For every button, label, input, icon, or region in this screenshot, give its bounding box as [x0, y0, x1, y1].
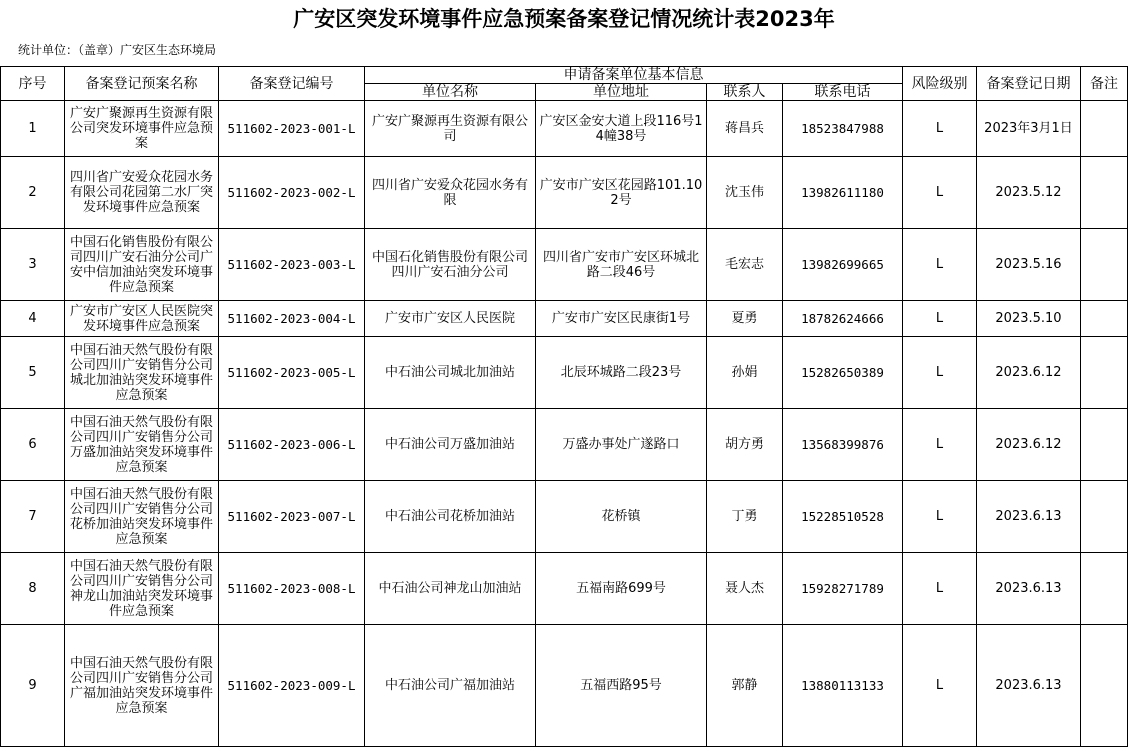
cell-note: [1081, 481, 1128, 553]
header-seq: 序号: [1, 67, 65, 101]
cell-record-no: 511602-2023-007-L: [219, 481, 365, 553]
cell-note: [1081, 301, 1128, 337]
cell-risk: L: [903, 409, 977, 481]
cell-contact: 蒋昌兵: [707, 101, 783, 157]
cell-address: 花桥镇: [536, 481, 707, 553]
cell-address: 万盛办事处广遂路口: [536, 409, 707, 481]
cell-contact: 胡方勇: [707, 409, 783, 481]
cell-seq: 4: [1, 301, 65, 337]
registration-table: [0, 66, 1128, 747]
cell-risk: L: [903, 229, 977, 301]
cell-risk: L: [903, 301, 977, 337]
cell-address: 广安区金安大道上段116号14幢38号: [536, 101, 707, 157]
cell-record-no: 511602-2023-001-L: [219, 101, 365, 157]
cell-org-name: 中石油公司花桥加油站: [365, 481, 536, 553]
header-org-name: 单位名称: [365, 84, 536, 101]
cell-seq: 6: [1, 409, 65, 481]
table-row: [1, 301, 1128, 337]
cell-seq: 9: [1, 625, 65, 747]
cell-contact: 丁勇: [707, 481, 783, 553]
table-row: [1, 553, 1128, 625]
header-contact: 联系人: [707, 84, 783, 101]
cell-address: 北辰环城路二段23号: [536, 337, 707, 409]
cell-date: 2023.6.13: [977, 553, 1081, 625]
cell-date: 2023.6.13: [977, 625, 1081, 747]
cell-date: 2023.6.12: [977, 337, 1081, 409]
cell-seq: 5: [1, 337, 65, 409]
cell-phone: 18782624666: [783, 301, 903, 337]
cell-org-name: 广安市广安区人民医院: [365, 301, 536, 337]
table-row: [1, 101, 1128, 157]
cell-record-no: 511602-2023-003-L: [219, 229, 365, 301]
cell-phone: 15928271789: [783, 553, 903, 625]
cell-date: 2023.5.16: [977, 229, 1081, 301]
cell-record-no: 511602-2023-004-L: [219, 301, 365, 337]
cell-org-name: 中石油公司广福加油站: [365, 625, 536, 747]
header-plan-name: 备案登记预案名称: [65, 67, 219, 101]
table-row: [1, 481, 1128, 553]
table-row: [1, 337, 1128, 409]
cell-date: 2023.6.12: [977, 409, 1081, 481]
cell-note: [1081, 157, 1128, 229]
cell-org-name: 中石油公司城北加油站: [365, 337, 536, 409]
cell-note: [1081, 409, 1128, 481]
header-address: 单位地址: [536, 84, 707, 101]
cell-address: 五福南路699号: [536, 553, 707, 625]
cell-plan-name: 中国石油天然气股份有限公司四川广安销售分公司城北加油站突发环境事件应急预案: [65, 337, 219, 409]
reporting-unit-label: 统计单位：（盖章）广安区生态环境局: [18, 43, 217, 57]
header-date: 备案登记日期: [977, 67, 1081, 101]
cell-record-no: 511602-2023-009-L: [219, 625, 365, 747]
cell-plan-name: 四川省广安爱众花园水务有限公司花园第二水厂突发环境事件应急预案: [65, 157, 219, 229]
cell-note: [1081, 229, 1128, 301]
cell-risk: L: [903, 553, 977, 625]
cell-contact: 聂人杰: [707, 553, 783, 625]
cell-address: 广安市广安区花园路101.102号: [536, 157, 707, 229]
header-record-no: 备案登记编号: [219, 67, 365, 101]
cell-contact: 毛宏志: [707, 229, 783, 301]
cell-plan-name: 广安市广安区人民医院突发环境事件应急预案: [65, 301, 219, 337]
table-row: [1, 409, 1128, 481]
cell-contact: 孙娟: [707, 337, 783, 409]
cell-plan-name: 中国石油天然气股份有限公司四川广安销售分公司万盛加油站突发环境事件应急预案: [65, 409, 219, 481]
header-phone: 联系电话: [783, 84, 903, 101]
cell-date: 2023.5.10: [977, 301, 1081, 337]
cell-plan-name: 中国石油天然气股份有限公司四川广安销售分公司神龙山加油站突发环境事件应急预案: [65, 553, 219, 625]
cell-phone: 13982611180: [783, 157, 903, 229]
cell-record-no: 511602-2023-006-L: [219, 409, 365, 481]
cell-date: 2023.5.12: [977, 157, 1081, 229]
cell-risk: L: [903, 157, 977, 229]
page-title: 广安区突发环境事件应急预案备案登记情况统计表2023年: [293, 7, 835, 31]
cell-seq: 1: [1, 101, 65, 157]
cell-contact: 沈玉伟: [707, 157, 783, 229]
table-row: [1, 157, 1128, 229]
cell-date: 2023年3月1日: [977, 101, 1081, 157]
header-risk: 风险级别: [903, 67, 977, 101]
table-row: [1, 625, 1128, 747]
cell-phone: 13880113133: [783, 625, 903, 747]
cell-plan-name: 中国石油天然气股份有限公司四川广安销售分公司花桥加油站突发环境事件应急预案: [65, 481, 219, 553]
cell-plan-name: 中国石油天然气股份有限公司四川广安销售分公司广福加油站突发环境事件应急预案: [65, 625, 219, 747]
cell-seq: 8: [1, 553, 65, 625]
cell-phone: 15228510528: [783, 481, 903, 553]
cell-plan-name: 广安广聚源再生资源有限公司突发环境事件应急预案: [65, 101, 219, 157]
cell-seq: 3: [1, 229, 65, 301]
cell-date: 2023.6.13: [977, 481, 1081, 553]
cell-note: [1081, 101, 1128, 157]
cell-risk: L: [903, 625, 977, 747]
cell-note: [1081, 337, 1128, 409]
cell-risk: L: [903, 101, 977, 157]
cell-note: [1081, 625, 1128, 747]
cell-contact: 夏勇: [707, 301, 783, 337]
cell-note: [1081, 553, 1128, 625]
table-row: [1, 229, 1128, 301]
cell-record-no: 511602-2023-002-L: [219, 157, 365, 229]
cell-seq: 2: [1, 157, 65, 229]
cell-address: 广安市广安区民康街1号: [536, 301, 707, 337]
cell-org-name: 中石油公司神龙山加油站: [365, 553, 536, 625]
cell-org-name: 四川省广安爱众花园水务有限: [365, 157, 536, 229]
cell-risk: L: [903, 481, 977, 553]
cell-phone: 13982699665: [783, 229, 903, 301]
header-note: 备注: [1081, 67, 1128, 101]
cell-org-name: 广安广聚源再生资源有限公司: [365, 101, 536, 157]
cell-org-name: 中石油公司万盛加油站: [365, 409, 536, 481]
cell-phone: 15282650389: [783, 337, 903, 409]
cell-record-no: 511602-2023-005-L: [219, 337, 365, 409]
cell-seq: 7: [1, 481, 65, 553]
cell-record-no: 511602-2023-008-L: [219, 553, 365, 625]
cell-phone: 13568399876: [783, 409, 903, 481]
cell-org-name: 中国石化销售股份有限公司四川广安石油分公司: [365, 229, 536, 301]
cell-address: 五福西路95号: [536, 625, 707, 747]
cell-address: 四川省广安市广安区环城北路二段46号: [536, 229, 707, 301]
cell-phone: 18523847988: [783, 101, 903, 157]
cell-risk: L: [903, 337, 977, 409]
cell-contact: 郭静: [707, 625, 783, 747]
header-applicant-group: 申请备案单位基本信息: [365, 67, 903, 84]
cell-plan-name: 中国石化销售股份有限公司四川广安石油分公司广安中信加油站突发环境事件应急预案: [65, 229, 219, 301]
